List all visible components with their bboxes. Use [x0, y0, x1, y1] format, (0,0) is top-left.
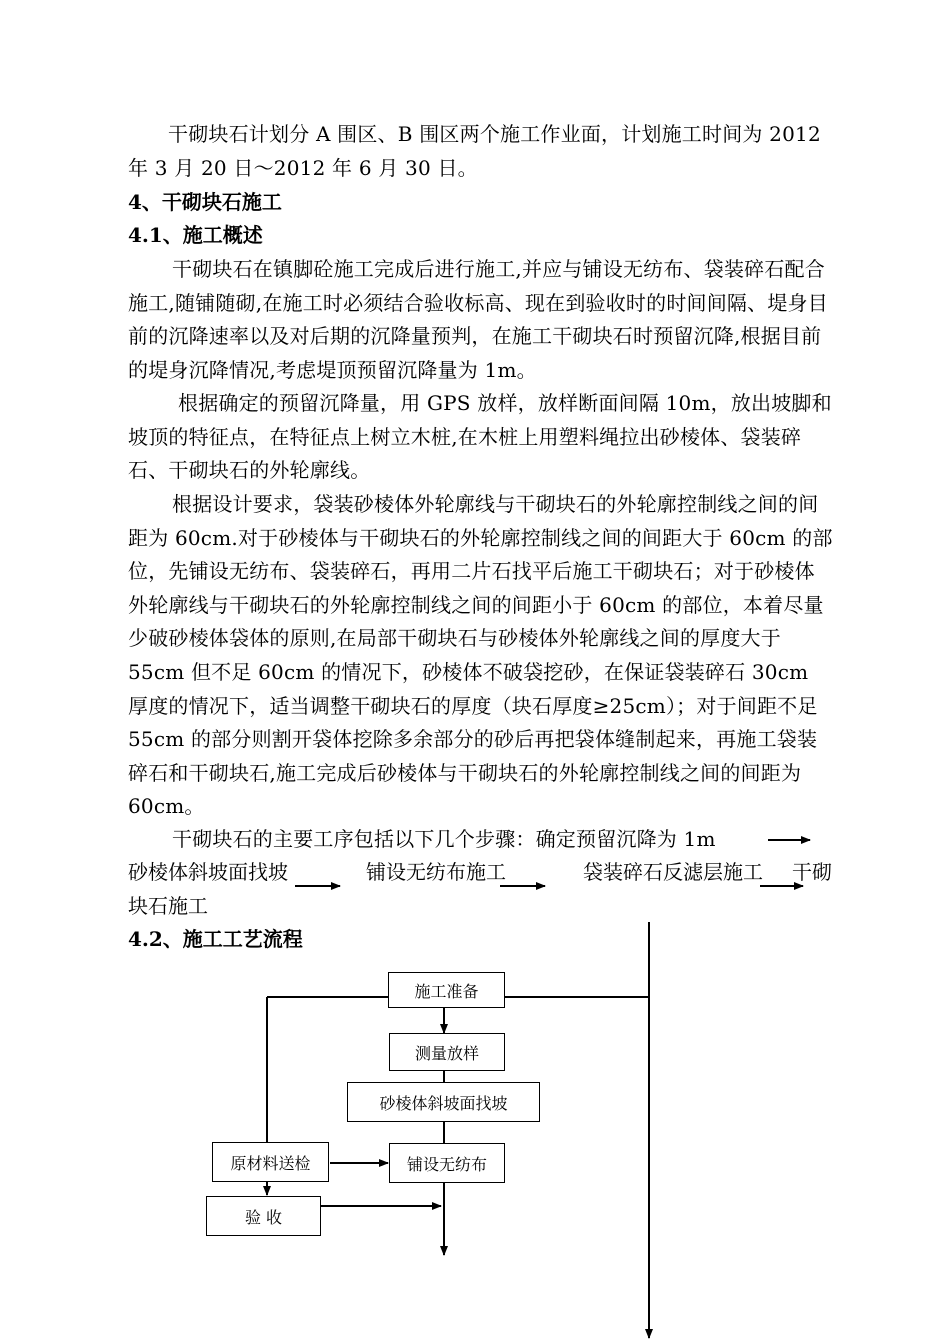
steps-paragraph: 干砌块石的主要工序包括以下几个步骤：确定预留沉降为 1m	[172, 827, 716, 851]
step-dry-stone-end: 块石施工	[128, 894, 208, 918]
intro-paragraph: 干砌块石计划分 A 围区、B 围区两个施工作业面，计划施工时间为 2012 年 3 月 20 日～2012 年 6 月 30 日。	[128, 122, 821, 180]
overview-paragraph: 干砌块石在镇脚砼施工完成后进行施工,并应与铺设无纺布、袋装碎石配合施工,随铺随砌,在施工时必须结合验收标高、现在到验收时的时间间隔、堤身目前的沉降速率以及对后期的沉降量预判，在施工干砌块石时预留沉降,根据目前的堤身沉降情况,考虑堤顶预留沉降量为 1m。	[128, 257, 828, 382]
flow-box-geotextile: 铺设无纺布	[389, 1143, 505, 1183]
flow-box-survey: 测量放样	[389, 1033, 505, 1071]
section-heading-4: 4、干砌块石施工	[128, 190, 282, 214]
step-geotextile: 铺设无纺布施工	[366, 860, 506, 884]
staking-paragraph: 根据确定的预留沉降量，用 GPS 放样，放样断面间隔 10m，放出坡脚和坡顶的特征点，在特征点上树立木桩,在木桩上用塑料绳拉出砂棱体、袋装碎石、干砌块石的外轮廓线。	[128, 391, 832, 483]
section-heading-4-2: 4.2、施工工艺流程	[128, 927, 303, 951]
flow-box-slope: 砂棱体斜坡面找坡	[347, 1082, 540, 1122]
spacing-paragraph: 根据设计要求，袋装砂棱体外轮廓线与干砌块石的外轮廓控制线之间的间距为 60cm.对于砂棱体与干砌块石的外轮廓控制线之间的间距大于 60cm 的部位，先铺设无纺布、袋装碎石，再用二片石找平后施工干砌块石；对于砂棱体外轮廓线与干砌块石的外轮廓控制线之间的间距小于 60cm 的部位，本着尽量少破砂棱体袋体的原则,在局部干砌块石与砂棱体外轮廓线之间的厚度大于 55cm 但不足 60cm 的情况下，砂棱体不破袋挖砂，在保证袋装碎石 30cm 厚度的情况下，适当调整干砌块石的厚度（块石厚度≥25cm）；对于间距不足 55cm 的部分则割开袋体挖除多余部分的砂后再把袋体缝制起来，再施工袋装碎石和干砌块石,施工完成后砂棱体与干砌块石的外轮廓控制线之间的间距为 60cm。	[128, 492, 833, 819]
step-gravel-filter: 袋装碎石反滤层施工	[583, 860, 763, 884]
flow-box-prep: 施工准备	[388, 972, 505, 1008]
flow-box-material-test: 原材料送检	[212, 1142, 329, 1182]
step-slope-finding: 砂棱体斜坡面找坡	[128, 860, 288, 884]
step-dry-stone-start: 干砌	[792, 860, 832, 884]
flow-box-acceptance: 验 收	[206, 1196, 321, 1236]
section-heading-4-1: 4.1、施工概述	[128, 223, 263, 247]
